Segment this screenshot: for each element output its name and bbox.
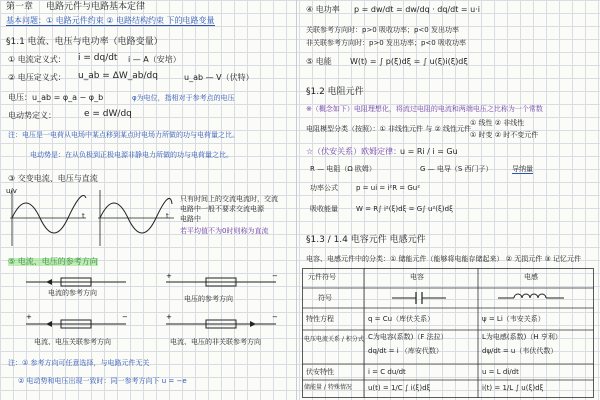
table-row-label: 储能量 / 特殊情况 bbox=[304, 384, 352, 391]
power-label: ④ 电功率 bbox=[306, 5, 340, 14]
column-divider bbox=[296, 0, 297, 400]
current-def: i = dq/dt bbox=[78, 53, 118, 63]
section-1-1: §1.1 电流、电压与电功率（电路变量） bbox=[6, 37, 163, 47]
graph-t-label: t bbox=[82, 212, 85, 220]
ac-note-1: 只有时间上的交流电流时，交流 bbox=[180, 195, 278, 203]
table-cell-inductor: i(t) = 1/L ∫ u(ξ)dξ bbox=[482, 384, 544, 392]
table-cell-capacitor: C为电容(系数)（F 法拉） bbox=[368, 333, 448, 341]
reference-direction-heading: ⑤ 电流、电压的参考方向 bbox=[8, 257, 98, 266]
note-emf: 电动势是：在从负极到正极电源非静电力所做的功与电荷量之比。 bbox=[30, 151, 233, 159]
assoc-power-rule: 关联参考方向时：p>0 吸收功率；p<0 发出功率 bbox=[306, 26, 459, 34]
current-ref-label: 电流的参考方向 bbox=[48, 289, 97, 297]
ac-note-3: 电路中 bbox=[180, 215, 201, 223]
resistance-def: R — 电阻（Ω 欧姆） bbox=[310, 165, 376, 173]
non-associated-ref-label: 电流、电压的非关联参考方向 bbox=[170, 338, 261, 346]
nonassoc-power-rule: 非关联参考方向时：p>0 发出功率；p<0 吸收功率 bbox=[306, 39, 466, 47]
power-formula-label: 功率公式 bbox=[310, 184, 338, 192]
ac-waveform-graph bbox=[6, 188, 176, 248]
table-header-symbol: 元件符号 bbox=[308, 273, 336, 281]
note-reference-2: ② 电动势和电压出现一致时：同一参考方向下 u = −e bbox=[18, 377, 187, 385]
table-cell-capacitor: u(t) = 1/C ∫ i(ξ)dξ bbox=[368, 384, 431, 392]
energy-equation: W(t) = ∫ p(ξ)dξ = ∫ u(ξ)i(ξ)dξ bbox=[350, 57, 468, 66]
note-reference: 注：① 参考方向可任意选择，与电路元件无关 bbox=[8, 359, 150, 367]
svg-text:−: − bbox=[272, 313, 278, 321]
ac-note-4: 若平均值不为0时则称为直流 bbox=[180, 227, 269, 235]
absorbed-energy: W = R∫ i²(ξ)dξ = G∫ u²(ξ)dξ bbox=[356, 205, 454, 213]
voltage-def: u_ab = ΔW_ab/dq bbox=[78, 71, 158, 81]
table-cell-capacitor: q = Cu（库伏关系） bbox=[368, 315, 435, 323]
resistor-class-linear: ① 线性 ② 非线性 bbox=[470, 119, 525, 127]
potential-note: φ为电位，指相对于参考点的电压 bbox=[132, 94, 235, 102]
svg-text:−: − bbox=[122, 313, 128, 321]
table-cell-capacitor: dq/dt = i （库安代数） bbox=[368, 347, 443, 355]
voltage-def-label: ② 电压定义式： bbox=[8, 73, 66, 82]
note-voltage: 注：电压是一电荷从电场中某点移到某点时电场力所做的功与电荷量之比。 bbox=[8, 131, 239, 139]
svg-text:−: − bbox=[272, 272, 278, 280]
ac-note-2: 电路中一般不要求交流电源 bbox=[180, 205, 264, 213]
table-cell-capacitor: i = C du/dt bbox=[368, 368, 406, 376]
table-row-label: 电压电流关系 / 积分式 bbox=[304, 336, 364, 343]
power-formula: p = ui = i²R = Gu² bbox=[356, 184, 421, 192]
current-def-label: ① 电流定义式： bbox=[8, 55, 66, 64]
svg-text:+: + bbox=[166, 272, 172, 280]
graph-u-label: u/v bbox=[6, 187, 17, 195]
graph-t2-label: t bbox=[166, 212, 169, 220]
section-1-2: §1.2 电阻元件 bbox=[306, 87, 364, 97]
emf-def: e = dW/dq bbox=[84, 109, 132, 119]
resistor-concept: ※（概念如下）电阻理想化，将流过电阻的电流和两端电压之比称为一个常数 bbox=[306, 105, 543, 113]
admittance-label: 导纳量 bbox=[512, 165, 533, 173]
table-row-label: 特性方程 bbox=[306, 315, 334, 323]
table-header-inductor: 电感 bbox=[524, 273, 538, 281]
section-1-3: §1.3 / 1.4 电容元件 电感元件 bbox=[306, 235, 426, 245]
svg-text:+: + bbox=[26, 313, 32, 321]
resistor-classification: 电阻模型分类（按照）：① 非线性元件 与 ② 线性元件 bbox=[306, 125, 471, 133]
voltage-ref-label: 电压的参考方向 bbox=[184, 295, 233, 303]
table-cell-inductor: u = L di/dt bbox=[482, 368, 519, 376]
ohm-law-label: ☆（伏安关系）欧姆定律： bbox=[306, 147, 402, 156]
absorbed-energy-label: 吸收能量 bbox=[310, 205, 338, 213]
power-equation: p = dw/dt = dw/dq · dq/dt = u·i bbox=[354, 5, 480, 14]
chapter-title: 电路元件与电路基本定律 bbox=[46, 2, 146, 12]
storage-element-classification: 电容、电感元件中的分类：① 储能元件（能够将电能存储起来） ② 无损元件 ③ 记忆元件 bbox=[306, 255, 581, 263]
energy-label: ⑤ 电能 bbox=[306, 57, 332, 66]
table-cell-inductor: ψ = Li（韦安关系） bbox=[482, 315, 545, 323]
chapter-number: 第一章 bbox=[6, 2, 34, 12]
table-cell-inductor: dψ/dt = u（韦伏代数） bbox=[482, 347, 558, 355]
resistor-class-timevarying: ① 时变 ② 时不变元件 bbox=[470, 131, 539, 139]
voltage-potential: 电压：u_ab = φ_a − φ_b bbox=[8, 93, 104, 102]
voltage-unit: u_ab — V（伏特） bbox=[184, 73, 254, 82]
basic-problems: 基本问题：① 电路元件约束 ② 电路结构约束 下的电路变量 bbox=[6, 16, 215, 25]
emf-label: 电动势定义： bbox=[8, 111, 56, 120]
ohm-law: u = Ri / i = Gu bbox=[400, 147, 458, 156]
ac-dc-heading: ③ 交变电流、电压与直流 bbox=[8, 174, 98, 183]
conductance-def: G — 电导（S 西门子） bbox=[420, 165, 493, 173]
svg-text:+: + bbox=[166, 313, 172, 321]
table-row-label: 符号 bbox=[318, 294, 332, 302]
current-unit: i — A（安培） bbox=[128, 55, 181, 64]
table-cell-inductor: L为电感(系数)（H 亨利） bbox=[482, 333, 562, 341]
table-row-label: 伏安特性 bbox=[306, 368, 334, 376]
table-header-capacitor: 电容 bbox=[410, 273, 424, 281]
associated-ref-label: 电流、电压关联参考方向 bbox=[34, 338, 111, 346]
